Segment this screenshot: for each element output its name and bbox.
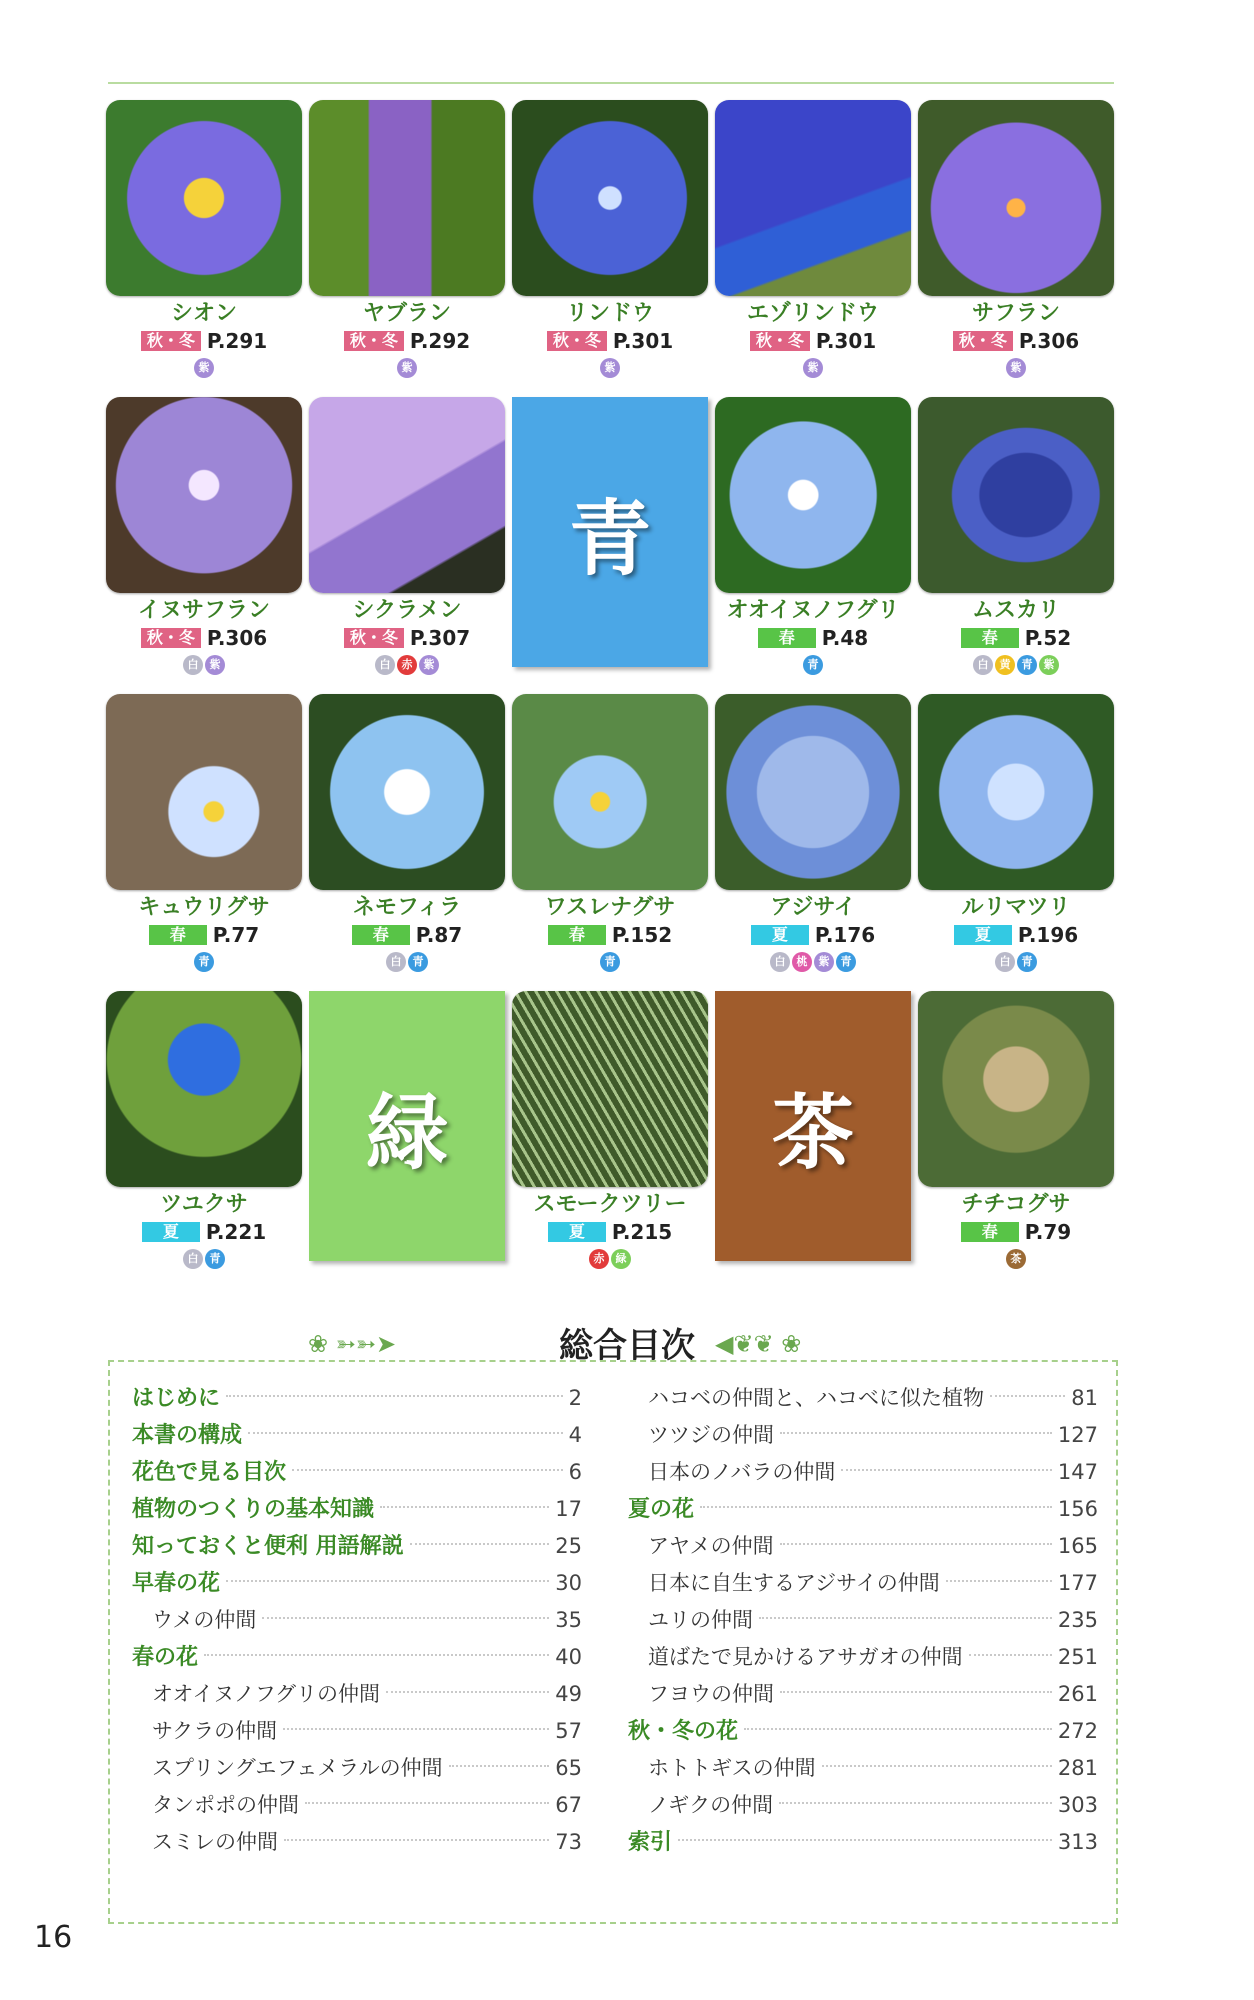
color-block-label: 茶 (771, 1084, 854, 1181)
toc-entry-label: ハコベの仲間と、ハコベに似た植物 (648, 1386, 984, 1410)
color-dot: 青 (194, 952, 214, 972)
flower-page-ref (512, 1219, 708, 1245)
flower-card[interactable] (309, 694, 505, 974)
color-dot: 白 (183, 1249, 203, 1269)
toc-left-column (132, 1380, 582, 1861)
color-dot: 紫 (397, 358, 417, 378)
color-dots (512, 1247, 708, 1271)
page-ref: P.301 (815, 329, 877, 353)
color-dot: 青 (205, 1249, 225, 1269)
toc-entry-page: 303 (1057, 1793, 1098, 1817)
toc-entry-page: 67 (555, 1793, 582, 1817)
toc-entry-label: はじめに (132, 1386, 221, 1411)
color-dot: 白 (386, 952, 406, 972)
flower-name: アジサイ (770, 895, 856, 920)
dot-leader (744, 1728, 1052, 1730)
toc-entry-page: 177 (1057, 1571, 1098, 1595)
toc-entry-page: 25 (555, 1534, 582, 1558)
page-ref: P.87 (415, 923, 463, 947)
toc-entry-page: 165 (1057, 1534, 1098, 1558)
season-badge: 夏 (548, 1222, 606, 1242)
page-ref: P.221 (205, 1220, 267, 1244)
flower-page-ref (918, 328, 1114, 354)
season-badge: 秋・冬 (344, 331, 404, 351)
color-dot: 桃 (792, 952, 812, 972)
toc-entry[interactable] (628, 1676, 1098, 1713)
flower-name: シクラメン (352, 598, 462, 623)
color-dot: 青 (1017, 952, 1037, 972)
flower-card[interactable] (309, 100, 505, 380)
flower-name: ツユクサ (160, 1192, 248, 1217)
page-ref: P.215 (611, 1220, 673, 1244)
muscari-photo (918, 397, 1114, 593)
color-dot: 紫 (814, 952, 834, 972)
color-dot: 紫 (600, 358, 620, 378)
color-dot: 青 (1017, 655, 1037, 675)
toc-entry-page: 73 (555, 1830, 582, 1854)
flower-page-ref (106, 625, 302, 651)
toc-entry-page: 281 (1057, 1756, 1098, 1780)
toc-entry-label: アヤメの仲間 (648, 1534, 774, 1558)
toc-entry-label: 秋・冬の花 (628, 1719, 739, 1744)
toc-entry[interactable] (132, 1565, 582, 1602)
color-block-青 (512, 397, 708, 667)
page-ref: P.292 (409, 329, 471, 353)
page-number: 16 (34, 1920, 73, 1955)
dot-leader (226, 1580, 549, 1582)
flower-page-ref (106, 1219, 302, 1245)
toc-entry[interactable] (132, 1528, 582, 1565)
color-dot: 紫 (205, 655, 225, 675)
toc-entry-label: スミレの仲間 (152, 1830, 278, 1854)
color-block-label: 緑 (365, 1084, 448, 1181)
flower-card[interactable] (918, 397, 1114, 677)
trigonotis-photo (106, 694, 302, 890)
liriope-photo (309, 100, 505, 296)
flower-name: ネモフィラ (352, 895, 462, 920)
flower-card[interactable] (918, 100, 1114, 380)
saffron-photo (918, 100, 1114, 296)
gentian-photo (512, 100, 708, 296)
season-badge: 春 (961, 1222, 1019, 1242)
dot-leader (779, 1802, 1052, 1804)
season-badge: 秋・冬 (750, 331, 810, 351)
flower-page-ref (309, 625, 505, 651)
flower-card[interactable] (715, 100, 911, 380)
flower-name: リンドウ (565, 301, 654, 326)
toc-entry-page: 251 (1057, 1645, 1098, 1669)
color-dots (106, 950, 302, 974)
dot-leader (262, 1617, 549, 1619)
flower-card[interactable] (106, 694, 302, 974)
flower-card[interactable] (918, 991, 1114, 1271)
flower-page-ref (309, 922, 505, 948)
toc-entry-label: 本書の構成 (132, 1423, 243, 1448)
flower-name: オオイヌノフグリ (726, 598, 900, 623)
season-badge: 秋・冬 (141, 628, 201, 648)
color-dots (512, 356, 708, 380)
toc-entry-label: 夏の花 (628, 1497, 695, 1522)
dot-leader (969, 1654, 1052, 1656)
toc-entry[interactable] (628, 1380, 1098, 1417)
color-dots (309, 653, 505, 677)
dot-leader (305, 1802, 549, 1804)
toc-title: 総合目次 (559, 1326, 695, 1366)
toc-entry-label: ツツジの仲間 (648, 1423, 774, 1447)
toc-entry-label: ホトトギスの仲間 (648, 1756, 816, 1780)
color-dot: 紫 (803, 358, 823, 378)
page-ref: P.77 (212, 923, 260, 947)
season-badge: 秋・冬 (953, 331, 1013, 351)
plumbago-photo (918, 694, 1114, 890)
toc-entry-label: サクラの仲間 (152, 1719, 278, 1743)
toc-entry-page: 2 (568, 1386, 582, 1410)
color-dot: 白 (375, 655, 395, 675)
color-block-label: 青 (568, 490, 651, 587)
color-dots (512, 950, 708, 974)
flower-card[interactable] (106, 991, 302, 1271)
season-badge: 夏 (751, 925, 809, 945)
ezo-gentian-photo (715, 100, 911, 296)
dot-leader (248, 1432, 563, 1434)
smoke-tree-photo (512, 991, 708, 1187)
color-dot: 茶 (1006, 1249, 1026, 1269)
flower-page-ref (715, 922, 911, 948)
season-badge: 春 (149, 925, 207, 945)
toc-entry-label: スプリングエフェメラルの仲間 (152, 1756, 443, 1780)
toc-entry-label: 索引 (628, 1830, 673, 1855)
flower-card[interactable] (512, 100, 708, 380)
toc-entry-page: 4 (568, 1423, 582, 1447)
flower-card[interactable] (309, 397, 505, 677)
left-vine-ornament: ❀ ➳➳➤ (308, 1330, 397, 1358)
toc-entry[interactable] (132, 1676, 582, 1713)
dot-leader (283, 1728, 549, 1730)
season-badge: 秋・冬 (141, 331, 201, 351)
page-ref: P.196 (1017, 923, 1079, 947)
toc-entry-label: 花色で見る目次 (132, 1460, 287, 1485)
dot-leader (204, 1654, 549, 1656)
flower-name: チチコグサ (961, 1192, 1071, 1217)
flower-card[interactable] (512, 991, 708, 1271)
toc-entry[interactable] (132, 1750, 582, 1787)
toc-entry[interactable] (628, 1787, 1098, 1824)
dot-leader (292, 1469, 563, 1471)
season-badge: 春 (548, 925, 606, 945)
flower-page-ref (309, 328, 505, 354)
toc-entry-label: 早春の花 (132, 1571, 221, 1596)
flower-page-ref (918, 625, 1114, 651)
season-badge: 春 (961, 628, 1019, 648)
season-badge: 夏 (954, 925, 1012, 945)
toc-entry-page: 81 (1071, 1386, 1098, 1410)
page-ref: P.291 (206, 329, 268, 353)
flower-name: サフラン (971, 301, 1060, 326)
toc-entry-page: 65 (555, 1756, 582, 1780)
toc-entry-label: 日本に自生するアジサイの仲間 (648, 1571, 940, 1595)
toc-entry[interactable] (628, 1824, 1098, 1861)
color-dot: 白 (770, 952, 790, 972)
gnaphalium-photo (918, 991, 1114, 1187)
color-dot: 白 (973, 655, 993, 675)
toc-entry-page: 6 (568, 1460, 582, 1484)
toc-entry-page: 261 (1057, 1682, 1098, 1706)
color-dot: 黄 (995, 655, 1015, 675)
toc-entry[interactable] (628, 1602, 1098, 1639)
toc-entry-label: オオイヌノフグリの仲間 (152, 1682, 381, 1706)
flower-card[interactable] (918, 694, 1114, 974)
dayflower-photo (106, 991, 302, 1187)
color-dot: 青 (836, 952, 856, 972)
color-dots (106, 356, 302, 380)
dot-leader (780, 1691, 1052, 1693)
toc-entry[interactable] (628, 1491, 1098, 1528)
toc-entry[interactable] (628, 1713, 1098, 1750)
dot-leader (841, 1469, 1052, 1471)
toc-entry-page: 49 (555, 1682, 582, 1706)
color-block-緑 (309, 991, 505, 1261)
page-ref: P.79 (1024, 1220, 1072, 1244)
toc-entry-page: 30 (555, 1571, 582, 1595)
flower-card[interactable] (106, 100, 302, 380)
color-dot: 紫 (194, 358, 214, 378)
toc-entry-page: 57 (555, 1719, 582, 1743)
color-dots (106, 1247, 302, 1271)
color-dot: 白 (995, 952, 1015, 972)
toc-entry[interactable] (132, 1454, 582, 1491)
color-dots (918, 950, 1114, 974)
color-dot: 青 (600, 952, 620, 972)
toc-entry-page: 127 (1057, 1423, 1098, 1447)
flower-name: シオン (170, 301, 237, 326)
toc-entry[interactable] (628, 1417, 1098, 1454)
toc-entry-label: フヨウの仲間 (648, 1682, 774, 1706)
flower-name: イヌサフラン (137, 598, 270, 623)
toc-entry-page: 235 (1057, 1608, 1098, 1632)
toc-entry-page: 17 (555, 1497, 582, 1521)
color-dots (309, 356, 505, 380)
page-ref: P.307 (409, 626, 471, 650)
toc-entry[interactable] (132, 1713, 582, 1750)
nemophila-photo (309, 694, 505, 890)
flower-page-ref (918, 922, 1114, 948)
dot-leader (380, 1506, 549, 1508)
color-dot: 青 (803, 655, 823, 675)
dot-leader (946, 1580, 1052, 1582)
dot-leader (700, 1506, 1052, 1508)
top-rule (108, 82, 1114, 84)
toc-entry-page: 272 (1057, 1719, 1098, 1743)
color-dots (106, 653, 302, 677)
speedwell-photo (715, 397, 911, 593)
season-badge: 夏 (142, 1222, 200, 1242)
toc-entry[interactable] (132, 1639, 582, 1676)
dot-leader (386, 1691, 549, 1693)
flower-card[interactable] (715, 397, 911, 677)
toc-entry-label: 知っておくと便利 用語解説 (132, 1534, 404, 1559)
toc-entry[interactable] (132, 1380, 582, 1417)
color-dot: 青 (408, 952, 428, 972)
toc-entry-label: 春の花 (132, 1645, 199, 1670)
flower-page-ref (512, 328, 708, 354)
toc-entry[interactable] (132, 1602, 582, 1639)
color-dot: 紫 (419, 655, 439, 675)
toc-entry-page: 313 (1057, 1830, 1098, 1854)
dot-leader (780, 1432, 1052, 1434)
flower-page-ref (512, 922, 708, 948)
flower-page-ref (715, 328, 911, 354)
dot-leader (410, 1543, 550, 1545)
toc-entry[interactable] (628, 1565, 1098, 1602)
forget-me-not-photo (512, 694, 708, 890)
toc-right-column (628, 1380, 1098, 1861)
page-ref: P.52 (1024, 626, 1072, 650)
flower-card[interactable] (106, 397, 302, 677)
colchicum-photo (106, 397, 302, 593)
toc-entry-label: ウメの仲間 (152, 1608, 257, 1632)
color-dots (918, 356, 1114, 380)
flower-name: スモークツリー (533, 1192, 687, 1217)
dot-leader (678, 1839, 1052, 1841)
flower-name: ルリマツリ (961, 895, 1071, 920)
color-dot: 緑 (611, 1249, 631, 1269)
color-dots (715, 653, 911, 677)
toc-entry-page: 156 (1057, 1497, 1098, 1521)
page-ref: P.48 (821, 626, 869, 650)
cyclamen-photo (309, 397, 505, 593)
flower-card[interactable] (715, 694, 911, 974)
dot-leader (226, 1395, 563, 1397)
flower-name: ヤブラン (362, 301, 451, 326)
page-ref: P.176 (814, 923, 876, 947)
hydrangea-photo (715, 694, 911, 890)
dot-leader (449, 1765, 550, 1767)
page-ref: P.301 (612, 329, 674, 353)
color-dot: 紫 (1006, 358, 1026, 378)
toc-entry-label: ノギクの仲間 (648, 1793, 774, 1817)
color-block-茶 (715, 991, 911, 1261)
color-dots (309, 950, 505, 974)
toc-entry[interactable] (628, 1639, 1098, 1676)
toc-entry[interactable] (628, 1528, 1098, 1565)
page-ref: P.306 (206, 626, 268, 650)
toc-entry-page: 147 (1057, 1460, 1098, 1484)
color-dots (918, 1247, 1114, 1271)
dot-leader (284, 1839, 549, 1841)
flower-name: ムスカリ (971, 598, 1060, 623)
toc-entry-label: 日本のノバラの仲間 (648, 1460, 836, 1484)
right-vine-ornament: ◀❦❦ ❀ (715, 1330, 802, 1358)
season-badge: 秋・冬 (344, 628, 404, 648)
toc-entry[interactable] (132, 1787, 582, 1824)
season-badge: 春 (758, 628, 816, 648)
toc-entry[interactable] (628, 1750, 1098, 1787)
season-badge: 春 (352, 925, 410, 945)
toc-entry-page: 35 (555, 1608, 582, 1632)
toc-box (108, 1360, 1118, 1924)
toc-entry-label: 道ばたで見かけるアサガオの仲間 (648, 1645, 963, 1669)
toc-entry[interactable] (628, 1454, 1098, 1491)
color-dot: 赤 (589, 1249, 609, 1269)
dot-leader (780, 1543, 1052, 1545)
page-ref: P.152 (611, 923, 673, 947)
toc-entry-label: 植物のつくりの基本知識 (132, 1497, 375, 1522)
flower-card[interactable] (512, 694, 708, 974)
toc-entry-label: ユリの仲間 (648, 1608, 753, 1632)
flower-page-ref (918, 1219, 1114, 1245)
flower-page-ref (715, 625, 911, 651)
dot-leader (822, 1765, 1052, 1767)
flower-page-ref (106, 328, 302, 354)
toc-entry[interactable] (132, 1824, 582, 1861)
flower-name: ワスレナグサ (544, 895, 676, 920)
color-dots (918, 653, 1114, 677)
page-ref: P.306 (1018, 329, 1080, 353)
toc-entry[interactable] (132, 1417, 582, 1454)
aster-photo (106, 100, 302, 296)
dot-leader (759, 1617, 1052, 1619)
dot-leader (990, 1395, 1065, 1397)
color-dots (715, 356, 911, 380)
color-dots (715, 950, 911, 974)
color-dot: 白 (183, 655, 203, 675)
color-dot: 紫 (1039, 655, 1059, 675)
color-dot: 赤 (397, 655, 417, 675)
toc-entry-page: 40 (555, 1645, 582, 1669)
flower-name: キュウリグサ (138, 895, 270, 920)
season-badge: 秋・冬 (547, 331, 607, 351)
flower-name: エゾリンドウ (746, 301, 879, 326)
flower-page-ref (106, 922, 302, 948)
toc-entry-label: タンポポの仲間 (152, 1793, 299, 1817)
toc-entry[interactable] (132, 1491, 582, 1528)
